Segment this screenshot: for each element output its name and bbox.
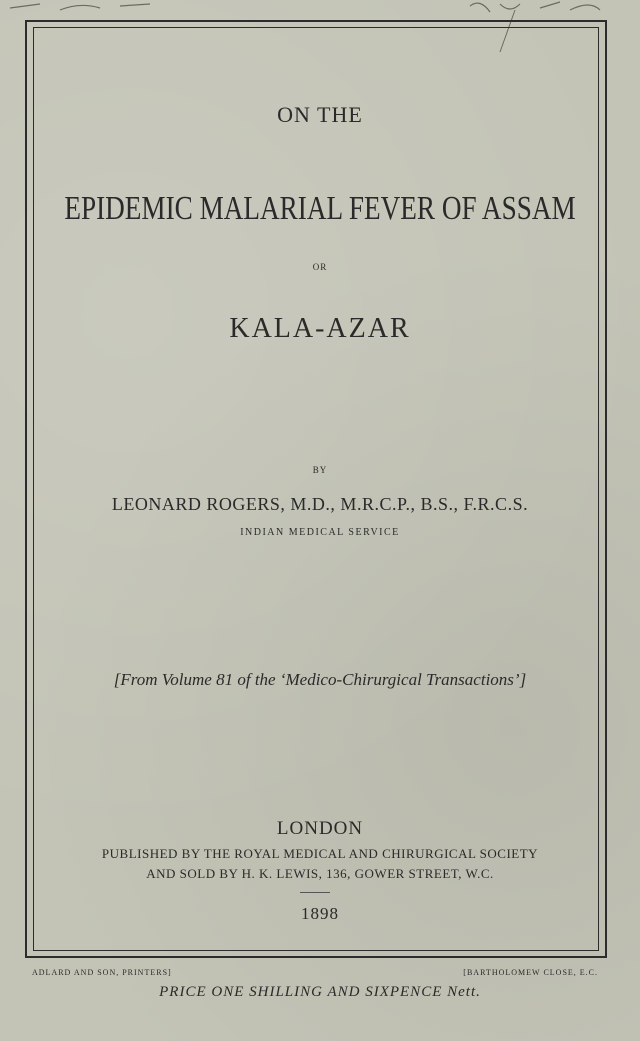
publisher-line-1: PUBLISHED BY THE ROYAL MEDICAL AND CHIRURGICAL SOCIETY	[101, 846, 539, 861]
source-note: [From Volume 81 of the ‘Medico-Chirurgical Transactions’]	[113, 670, 527, 689]
publisher-line-2: AND SOLD BY H. K. LEWIS, 136, GOWER STREET, W.C.	[146, 866, 494, 881]
publication-year: 1898	[301, 904, 339, 923]
title-conjunction: OR	[312, 262, 328, 272]
main-title: EPIDEMIC MALARIAL FEVER OF ASSAM	[64, 190, 576, 227]
by-label: BY	[312, 465, 328, 475]
author-affiliation: INDIAN MEDICAL SERVICE	[240, 527, 400, 538]
printer-imprint-left: ADLARD AND SON, PRINTERS]	[32, 968, 172, 977]
printer-imprint-right: [BARTHOLOMEW CLOSE, E.C.	[463, 968, 598, 977]
divider	[300, 892, 330, 893]
subtitle: KALA-AZAR	[229, 313, 411, 344]
publication-place: LONDON	[276, 818, 364, 839]
page-border-inner	[33, 27, 599, 951]
price-line: PRICE ONE SHILLING AND SIXPENCE Nett.	[159, 984, 481, 1000]
title-prefix: ON THE	[277, 102, 363, 127]
author-name: LEONARD ROGERS, M.D., M.R.C.P., B.S., F.R.C.S.	[111, 494, 529, 514]
